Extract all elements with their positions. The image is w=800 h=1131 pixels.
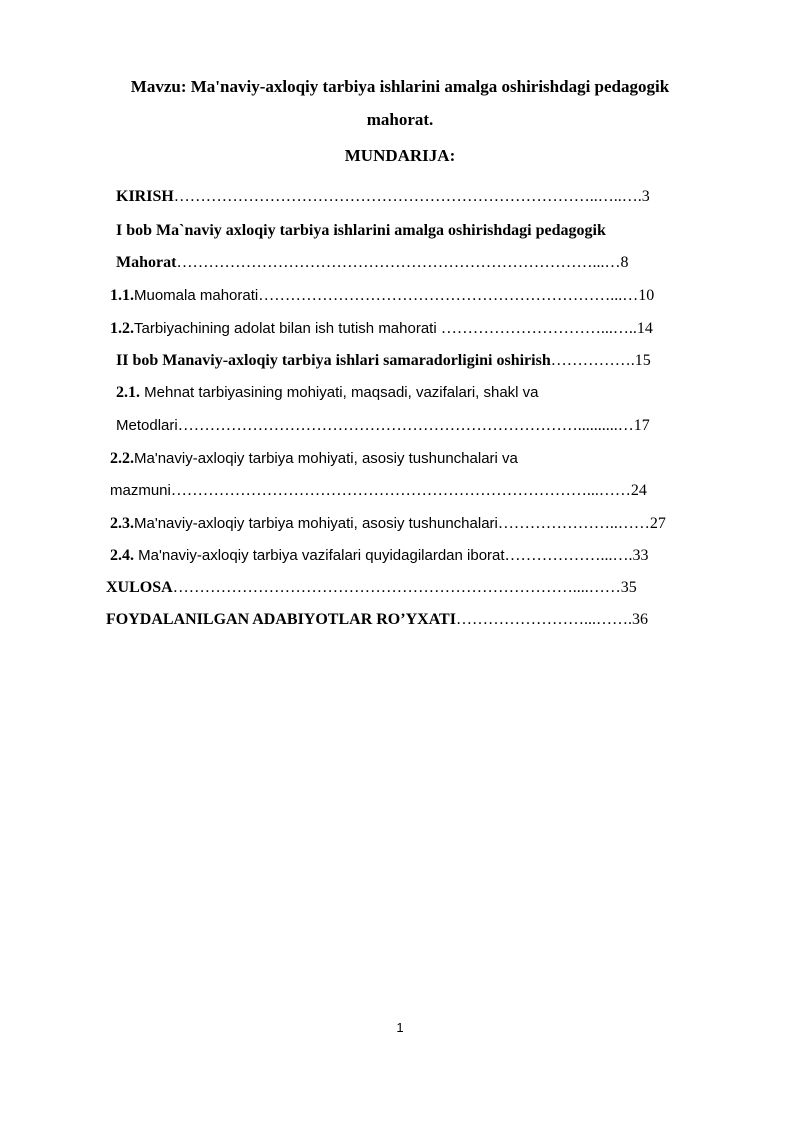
toc-entry-2-1-line2 <box>116 417 744 435</box>
toc-entry-2-2-line1 <box>110 450 744 468</box>
toc-entry-xulosa <box>106 579 744 597</box>
toc-entry-kirish <box>116 188 744 206</box>
toc-page: 10 <box>638 287 655 304</box>
toc-entry-1-1 <box>110 287 744 305</box>
toc-number: 1.1. <box>110 287 134 304</box>
toc-page: 17 <box>633 417 650 434</box>
toc-entry-2-4 <box>110 547 744 565</box>
toc-label: XULOSA <box>106 579 173 596</box>
toc-page: 33 <box>632 547 649 564</box>
toc-number: 2.1. <box>116 384 140 401</box>
toc-label: Metodlari <box>116 417 178 434</box>
toc-leader: …………………..…… <box>497 515 650 532</box>
toc-label: KIRISH <box>116 188 174 205</box>
toc-number: 2.3. <box>110 515 134 532</box>
toc-label: II bob Manaviy-axloqiy tarbiya ishlari samaradorligini oshirish <box>116 352 551 369</box>
toc-label: Ma'naviy-axloqiy tarbiya vazifalari quyidagilardan iborat <box>134 547 505 564</box>
toc-entry-2-1-line1 <box>116 384 744 402</box>
toc-leader: …………………………………………………………………....…… <box>172 579 621 596</box>
toc-leader: ………………...…. <box>504 547 633 564</box>
toc-label: Mehnat tarbiyasining mohiyati, maqsadi, vazifalari, shakl va <box>140 384 539 401</box>
toc-leader: ……………………………………………………………………...… <box>176 254 621 271</box>
toc-entry-adabiyotlar <box>106 611 744 629</box>
toc-entry-1-2 <box>110 320 744 338</box>
toc-entry-bob2 <box>116 352 744 370</box>
toc-leader: …………………………………………………………………..........… <box>177 417 634 434</box>
toc-entry-bob1-line1: I bob Ma`naviy axloqiy tarbiya ishlarini amalga oshirishdagi pedagogik <box>116 222 606 239</box>
toc-page: 35 <box>620 579 637 596</box>
toc-entry-bob1-line2 <box>116 254 744 272</box>
toc-label: Tarbiyachining adolat bilan ish tutish mahorati <box>134 320 441 337</box>
toc-page: 27 <box>649 515 666 532</box>
toc-heading: MUNDARIJA: <box>344 146 456 165</box>
toc-page: 24 <box>630 482 647 499</box>
document-title-line-2: mahorat. <box>366 110 434 129</box>
toc-leader: ……………………...……. <box>455 611 632 628</box>
toc-page: 36 <box>631 611 648 628</box>
toc-label: Mahorat <box>116 254 177 271</box>
toc-number: 1.2. <box>110 320 134 337</box>
document-title-line-1: Mavzu: Ma'naviy-axloqiy tarbiya ishlarini amalga oshirishdagi pedagogik <box>130 77 670 96</box>
toc-page: 3 <box>641 188 650 205</box>
page-number: 1 <box>396 1020 404 1035</box>
toc-entry-2-2-line2 <box>110 482 744 500</box>
toc-label: FOYDALANILGAN ADABIYOTLAR RO’YXATI <box>106 611 456 628</box>
toc-label: Muomala mahorati <box>134 287 259 304</box>
toc-leader: ……………………………………………………………………..…..…. <box>173 188 642 205</box>
toc-label: Ma'naviy-axloqiy tarbiya mohiyati, asosiy tushunchalari va <box>134 450 518 467</box>
toc-entry-2-3 <box>110 515 744 533</box>
toc-page: 8 <box>620 254 629 271</box>
toc-leader: ……………………………………………………………………...…… <box>170 482 631 499</box>
toc-leader: ……………. <box>550 352 635 369</box>
toc-number: 2.2. <box>110 450 134 467</box>
toc-label: mazmuni <box>110 482 171 499</box>
toc-leader: …………………………………………………………...… <box>258 287 639 304</box>
toc-page: 14 <box>636 320 653 337</box>
toc-label: Ma'naviy-axloqiy tarbiya mohiyati, asosiy tushunchalari <box>134 515 498 532</box>
toc-leader: …………………………...….. <box>440 320 637 337</box>
toc-number: 2.4. <box>110 547 134 564</box>
toc-page: 15 <box>634 352 651 369</box>
